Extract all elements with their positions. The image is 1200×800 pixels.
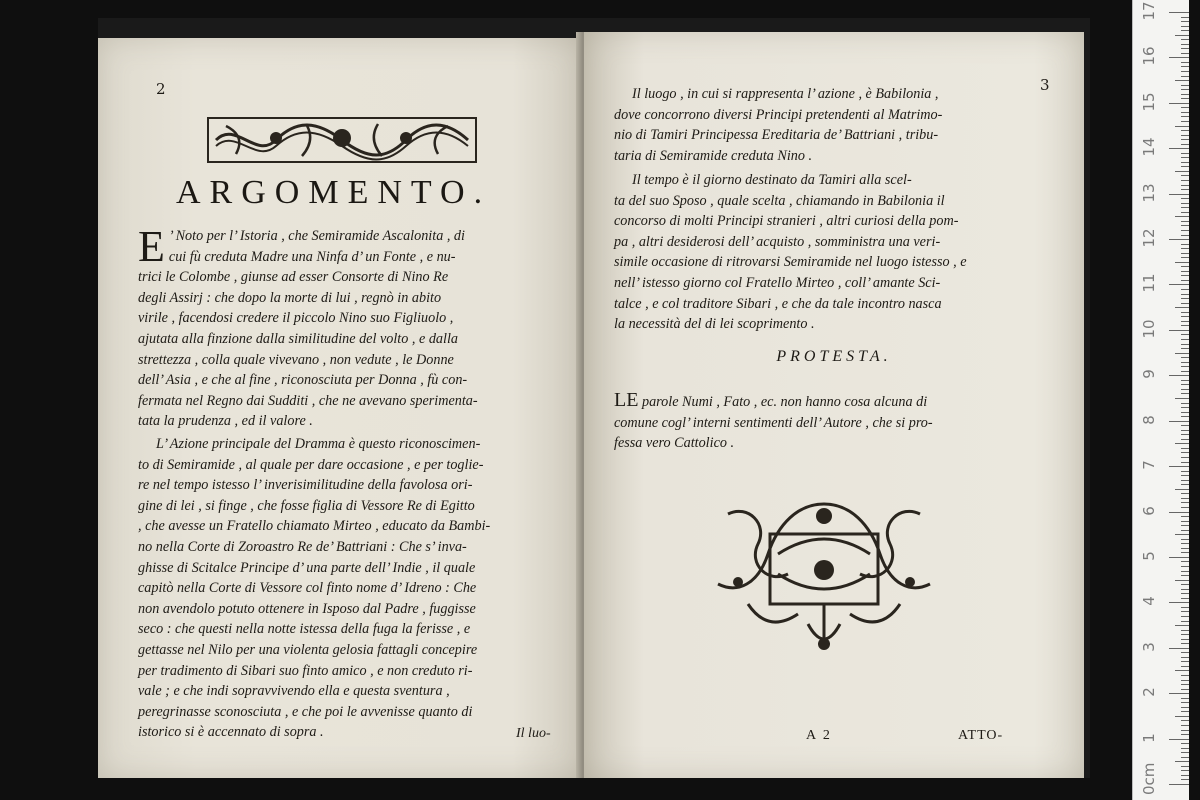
ruler-tick xyxy=(1181,94,1189,95)
ruler-tick xyxy=(1175,353,1189,354)
ruler-tick xyxy=(1181,521,1189,522)
text-line: virile , facendosi credere il piccolo Nino suo Figliuolo , xyxy=(138,310,454,327)
ruler-tick xyxy=(1181,384,1189,385)
ruler-tick xyxy=(1181,271,1189,272)
ruler-tick xyxy=(1181,480,1189,481)
text-line: re nel tempo istesso l’ inverisimilitudine della favolosa ori- xyxy=(138,477,473,494)
text-line: L’ Azione principale del Dramma è questo riconoscimen- xyxy=(156,436,481,452)
ruler-tick xyxy=(1181,266,1189,267)
ruler-tick xyxy=(1181,325,1189,326)
ruler-tick xyxy=(1175,126,1189,127)
ruler-tick xyxy=(1169,375,1189,376)
ruler-tick xyxy=(1181,230,1189,231)
text-line: talce , e col traditore Sibari , e che da tale incontro nasca xyxy=(614,295,942,312)
text-line: degli Assirj : che dopo la morte di lui , regnò in abito xyxy=(138,289,442,306)
ruler-tick xyxy=(1169,466,1189,467)
ruler-tick xyxy=(1181,552,1189,553)
ruler-tick xyxy=(1169,557,1189,558)
right-page-number: 3 xyxy=(1040,76,1050,94)
ruler-tick xyxy=(1181,770,1189,771)
text-line: , che avesse un Fratello chiamato Mirteo , educato da Bambi- xyxy=(138,518,491,535)
text-line: non avendolo potuto ottenere in Isposo dal Padre , fuggisse xyxy=(138,600,476,617)
ruler-tick xyxy=(1181,702,1189,703)
left-page xyxy=(98,38,586,778)
ruler-tick xyxy=(1181,371,1189,372)
ruler-tick xyxy=(1181,407,1189,408)
ruler-tick xyxy=(1175,716,1189,717)
ruler-tick xyxy=(1181,616,1189,617)
argomento-paragraph-2 xyxy=(138,434,570,743)
ruler-tick xyxy=(1175,534,1189,535)
text-line: ghisse di Scitalce Principe d’ una parte dell’ Indie , il quale xyxy=(138,559,476,576)
ruler-tick xyxy=(1181,116,1189,117)
ruler-tick xyxy=(1169,648,1189,649)
ruler-tick xyxy=(1181,498,1189,499)
ruler-tick xyxy=(1169,512,1189,513)
ruler-tick xyxy=(1175,761,1189,762)
ruler-label: 9 xyxy=(1140,369,1158,380)
ruler-tick xyxy=(1181,198,1189,199)
ruler-tick xyxy=(1181,743,1189,744)
ruler-tick xyxy=(1181,275,1189,276)
ruler-tick xyxy=(1175,262,1189,263)
ruler-tick xyxy=(1181,189,1189,190)
ruler-tick xyxy=(1181,175,1189,176)
ruler-tick xyxy=(1181,248,1189,249)
text-line-fragment: parole Numi , Fato , ec. non hanno cosa alcuna di xyxy=(638,394,928,410)
text-line: fessa vero Cattolico . xyxy=(614,435,735,452)
ruler-tick xyxy=(1181,652,1189,653)
ruler-tick xyxy=(1181,393,1189,394)
ruler-tick xyxy=(1181,611,1189,612)
ruler-tick xyxy=(1169,12,1189,13)
right-page xyxy=(584,32,1084,778)
ruler-tick xyxy=(1181,643,1189,644)
ruler-tick xyxy=(1181,439,1189,440)
text-line: vale ; e che indi sopravvivendo ella e questa sventura , xyxy=(138,683,450,700)
ruler-tick xyxy=(1181,403,1189,404)
ruler-tick xyxy=(1181,180,1189,181)
ruler-label: 0cm xyxy=(1140,762,1158,795)
ruler-tick xyxy=(1175,171,1189,172)
ruler-tick xyxy=(1181,298,1189,299)
ruler-tick xyxy=(1181,162,1189,163)
ruler-label: 3 xyxy=(1140,641,1158,652)
ruler-tick xyxy=(1181,430,1189,431)
ruler-tick xyxy=(1169,239,1189,240)
ruler-tick xyxy=(1181,720,1189,721)
ruler-tick xyxy=(1181,539,1189,540)
ruler-tick xyxy=(1181,280,1189,281)
ruler-tick xyxy=(1181,507,1189,508)
ruler-tick xyxy=(1181,203,1189,204)
ruler-tick xyxy=(1181,675,1189,676)
ruler-tick xyxy=(1181,157,1189,158)
headpiece-ornament-icon xyxy=(206,116,478,164)
text-line: concorso di molti Principi stranieri , altri curiosi della pom- xyxy=(614,213,959,230)
luogo-paragraph xyxy=(614,84,1054,166)
ruler-tick xyxy=(1181,661,1189,662)
ruler-tick xyxy=(1181,589,1189,590)
ruler-tick xyxy=(1181,621,1189,622)
ruler-tick xyxy=(1181,244,1189,245)
text-line: ajutata alla finzione dalla similitudine del volto , e dalla xyxy=(138,330,458,347)
ruler-tick xyxy=(1169,421,1189,422)
ruler-tick xyxy=(1181,493,1189,494)
ruler-tick xyxy=(1181,779,1189,780)
ruler-tick xyxy=(1181,71,1189,72)
ruler-tick xyxy=(1181,748,1189,749)
ruler-label: 14 xyxy=(1140,137,1158,157)
ruler-tick xyxy=(1181,139,1189,140)
ruler-tick xyxy=(1181,303,1189,304)
ruler-label: 2 xyxy=(1140,687,1158,697)
ruler-tick xyxy=(1181,707,1189,708)
ruler-tick xyxy=(1181,657,1189,658)
tailpiece-ornament-icon xyxy=(708,494,940,662)
ruler-tick xyxy=(1181,366,1189,367)
drop-cap: E xyxy=(138,222,165,271)
ruler-label: 17 xyxy=(1140,1,1158,21)
ruler-tick xyxy=(1181,339,1189,340)
ruler-tick xyxy=(1181,76,1189,77)
ruler-tick xyxy=(1175,580,1189,581)
text-line: la necessità del di lei scoprimento . xyxy=(614,316,815,333)
ruler-label: 11 xyxy=(1140,273,1158,294)
ruler-tick xyxy=(1181,734,1189,735)
signature-mark: A 2 xyxy=(806,728,832,743)
ruler-tick xyxy=(1169,103,1189,104)
ruler-tick xyxy=(1181,593,1189,594)
ruler-tick xyxy=(1181,634,1189,635)
ruler-tick xyxy=(1181,502,1189,503)
text-line: gine di lei , si finge , che fosse figlia di Vessore Re di Egitto xyxy=(138,497,475,514)
ruler-tick xyxy=(1175,670,1189,671)
catchword: ATTO- xyxy=(958,728,1004,743)
text-line: taria di Semiramide creduta Nino . xyxy=(614,147,813,164)
text-line: pa , altri desiderosi dell’ acquisto , somministra una veri- xyxy=(614,233,941,250)
ruler-tick xyxy=(1181,548,1189,549)
protesta-initial: LE xyxy=(614,389,639,411)
ruler-tick xyxy=(1181,561,1189,562)
ruler-tick xyxy=(1181,689,1189,690)
text-line: strettezza , colla quale vivevano , non vedute , le Donne xyxy=(138,351,454,368)
ruler-tick xyxy=(1181,26,1189,27)
text-line: Il tempo è il giorno destinato da Tamiri alla scel- xyxy=(632,172,912,188)
ruler-tick xyxy=(1181,757,1189,758)
ruler-tick xyxy=(1181,484,1189,485)
ruler-tick xyxy=(1181,571,1189,572)
ruler-tick xyxy=(1181,44,1189,45)
ruler-tick xyxy=(1181,39,1189,40)
text-line: fermata nel Regno dai Sudditi , che ne avevano sperimenta- xyxy=(138,392,478,409)
ruler-label: 10 xyxy=(1140,319,1158,339)
ruler-tick xyxy=(1181,525,1189,526)
ruler-label: 12 xyxy=(1140,228,1158,248)
ruler-tick xyxy=(1181,130,1189,131)
tempo-paragraph xyxy=(614,170,1054,335)
ruler-tick xyxy=(1181,639,1189,640)
ruler-tick xyxy=(1181,362,1189,363)
ruler-tick xyxy=(1181,321,1189,322)
ruler-tick xyxy=(1181,166,1189,167)
measuring-ruler xyxy=(1132,0,1189,800)
ruler-tick xyxy=(1181,380,1189,381)
ruler-tick xyxy=(1169,602,1189,603)
text-line: no nella Corte di Zoroastro Re de’ Battriani : Che s’ inva- xyxy=(138,538,467,555)
ruler-tick xyxy=(1181,680,1189,681)
ruler-tick xyxy=(1181,389,1189,390)
ruler-tick xyxy=(1169,330,1189,331)
text-line: ’ Noto per l’ Istoria , che Semiramide Ascalonita , di xyxy=(168,228,465,244)
text-line: dove concorrono diversi Principi pretendenti al Matrimo- xyxy=(614,106,943,123)
text-line: nell’ istesso giorno col Fratello Mirteo , coll’ amante Sci- xyxy=(614,274,941,291)
text-line: capitò nella Corte di Vessore col finto nome d’ Idreno : Che xyxy=(138,580,477,597)
ruler-tick xyxy=(1181,598,1189,599)
ruler-tick xyxy=(1175,625,1189,626)
ruler-tick xyxy=(1181,516,1189,517)
ruler-label: 15 xyxy=(1140,92,1158,112)
ruler-tick xyxy=(1175,216,1189,217)
ruler-tick xyxy=(1181,30,1189,31)
text-line: tata la prudenza , ed il valore . xyxy=(138,413,313,430)
ruler-tick xyxy=(1181,457,1189,458)
ruler-tick xyxy=(1181,607,1189,608)
text-line: gettasse nel Nilo per una violenta gelosia fattagli concepire xyxy=(138,641,478,658)
ruler-tick xyxy=(1181,752,1189,753)
ruler-tick xyxy=(1181,98,1189,99)
text-line: simile occasione di ritrovarsi Semiramide nel luogo istesso , e xyxy=(614,254,967,271)
left-page-number: 2 xyxy=(156,80,166,98)
ruler-tick xyxy=(1181,575,1189,576)
ruler-tick xyxy=(1175,489,1189,490)
ruler-tick xyxy=(1181,185,1189,186)
ruler-tick xyxy=(1181,153,1189,154)
ruler-label: 6 xyxy=(1140,505,1158,516)
ruler-tick xyxy=(1181,666,1189,667)
ruler-tick xyxy=(1181,530,1189,531)
text-line: ta del suo Sposo , quale scelta , chiamando in Babilonia il xyxy=(614,192,945,209)
ruler-tick xyxy=(1175,80,1189,81)
ruler-tick xyxy=(1181,207,1189,208)
ruler-tick xyxy=(1175,35,1189,36)
ruler-tick xyxy=(1181,135,1189,136)
ruler-label: 7 xyxy=(1140,460,1158,470)
ruler-tick xyxy=(1175,398,1189,399)
protesta-paragraph xyxy=(614,390,1054,454)
text-line: per tradimento di Sibari suo finto amico , e non creduto ri- xyxy=(138,662,473,679)
ruler-tick xyxy=(1181,89,1189,90)
ruler-tick xyxy=(1181,416,1189,417)
ruler-tick xyxy=(1181,344,1189,345)
ruler-tick xyxy=(1169,739,1189,740)
ruler-tick xyxy=(1181,62,1189,63)
ruler-label: 13 xyxy=(1140,183,1158,203)
ruler-tick xyxy=(1181,221,1189,222)
ruler-tick xyxy=(1181,289,1189,290)
ruler-tick xyxy=(1181,121,1189,122)
ruler-tick xyxy=(1181,257,1189,258)
ruler-tick xyxy=(1169,148,1189,149)
ruler-tick xyxy=(1181,471,1189,472)
ruler-tick xyxy=(1181,316,1189,317)
ruler-tick xyxy=(1169,194,1189,195)
text-line: comune cogl’ interni sentimenti dell’ Autore , che si pro- xyxy=(614,414,933,431)
ruler-tick xyxy=(1181,462,1189,463)
text-line: to di Semiramide , al quale per dare occasione , e per toglie- xyxy=(138,456,484,473)
ruler-tick xyxy=(1175,307,1189,308)
ruler-tick xyxy=(1181,112,1189,113)
ruler-label: 8 xyxy=(1140,414,1158,425)
ruler-tick xyxy=(1181,212,1189,213)
ruler-tick xyxy=(1181,348,1189,349)
ruler-tick xyxy=(1181,107,1189,108)
ruler-tick xyxy=(1181,725,1189,726)
ruler-tick xyxy=(1181,630,1189,631)
ruler-tick xyxy=(1169,784,1189,785)
text-line: seco : che questi nella notte istessa della fuga la ferisse , e xyxy=(138,621,471,638)
ruler-tick xyxy=(1181,357,1189,358)
ruler-label: 5 xyxy=(1140,551,1158,561)
ruler-tick xyxy=(1181,543,1189,544)
ruler-tick xyxy=(1181,144,1189,145)
ruler-tick xyxy=(1181,684,1189,685)
ruler-tick xyxy=(1181,698,1189,699)
ruler-tick xyxy=(1181,53,1189,54)
ruler-tick xyxy=(1181,766,1189,767)
ruler-tick xyxy=(1181,85,1189,86)
ruler-tick xyxy=(1181,334,1189,335)
ruler-tick xyxy=(1181,711,1189,712)
ruler-tick xyxy=(1181,48,1189,49)
catchword: Il luo- xyxy=(516,726,551,741)
ruler-tick xyxy=(1181,475,1189,476)
page-title: ARGOMENTO. xyxy=(176,174,492,211)
text-line: istorico si è accennato di sopra . xyxy=(138,724,324,741)
text-line: nio di Tamiri Principessa Ereditaria de’ Battriani , tribu- xyxy=(614,127,939,144)
text-line: peregrinasse sconosciuta , e che poi le avvenisse quanto di xyxy=(138,703,473,720)
ruler-tick xyxy=(1181,17,1189,18)
text-line: Il luogo , in cui si rappresenta l’ azione , è Babilonia , xyxy=(632,86,939,102)
ruler-tick xyxy=(1181,412,1189,413)
ruler-tick xyxy=(1181,253,1189,254)
text-line: cui fù creduta Madre una Ninfa d’ un Fonte , e nu- xyxy=(168,248,456,265)
protesta-heading: PROTESTA. xyxy=(776,348,892,365)
text-line xyxy=(614,390,1054,413)
ruler-tick xyxy=(1181,66,1189,67)
argomento-paragraph-1 xyxy=(138,222,570,432)
ruler-tick xyxy=(1181,566,1189,567)
ruler-tick xyxy=(1175,443,1189,444)
ruler-tick xyxy=(1181,584,1189,585)
text-line: dell’ Asia , e che al fine , riconosciuta per Donna , fù con- xyxy=(138,372,468,389)
ruler-tick xyxy=(1181,434,1189,435)
ruler-tick xyxy=(1181,452,1189,453)
text-line: trici le Colombe , giunse ad esser Consorte di Nino Re xyxy=(138,269,449,286)
ruler-label: 4 xyxy=(1140,596,1158,607)
open-book xyxy=(98,18,1090,778)
ruler-tick xyxy=(1169,693,1189,694)
ruler-tick xyxy=(1181,21,1189,22)
ruler-tick xyxy=(1181,448,1189,449)
ruler-tick xyxy=(1181,225,1189,226)
ruler-label: 1 xyxy=(1140,732,1158,743)
ruler-tick xyxy=(1181,775,1189,776)
ruler-tick xyxy=(1181,235,1189,236)
ruler-tick xyxy=(1181,425,1189,426)
ruler-tick xyxy=(1181,294,1189,295)
ruler-tick xyxy=(1181,312,1189,313)
ruler-label: 16 xyxy=(1140,46,1158,66)
ruler-tick xyxy=(1181,730,1189,731)
ruler-tick xyxy=(1169,284,1189,285)
ruler-tick xyxy=(1169,57,1189,58)
